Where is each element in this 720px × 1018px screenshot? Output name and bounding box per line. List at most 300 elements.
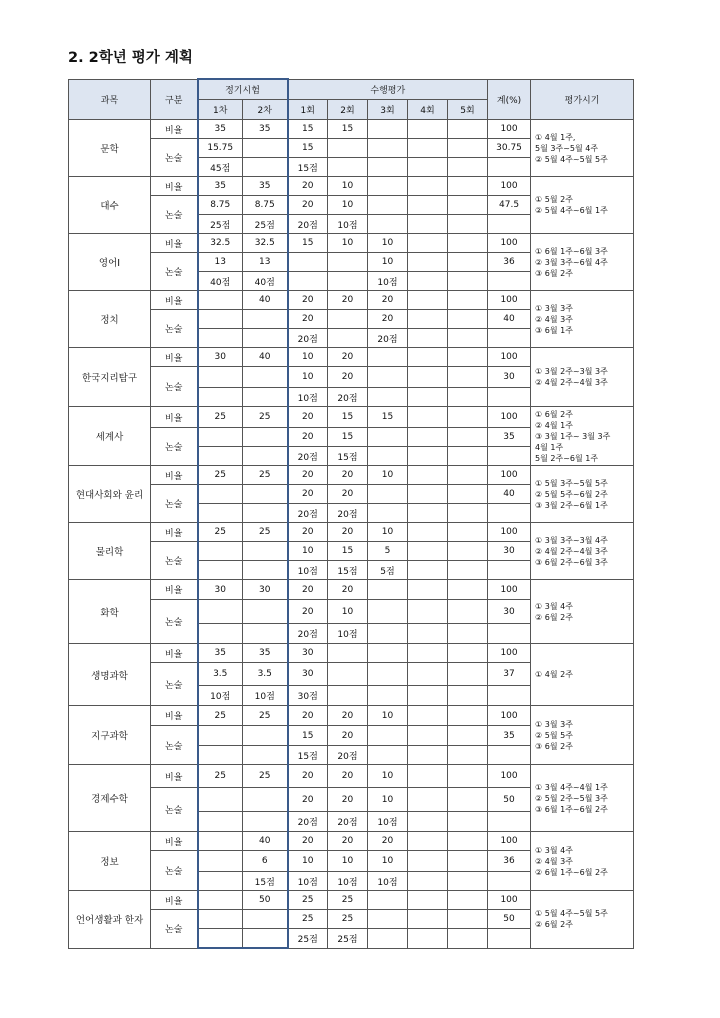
score-cell: 50 <box>243 891 288 910</box>
page-title: 2. 2학년 평가 계획 <box>68 50 193 66</box>
score-cell <box>243 746 288 765</box>
score-cell <box>243 139 288 158</box>
timing-line: 5월 2주~6월 1주 <box>535 453 599 463</box>
score-cell: 13 <box>198 253 243 272</box>
score-cell: 40 <box>243 291 288 310</box>
timing-line: ② 5월 5주 <box>535 730 573 740</box>
score-cell <box>198 310 243 329</box>
timing-line: ① 5월 3주~5월 5주 <box>535 478 608 488</box>
score-cell: 10점 <box>368 272 408 291</box>
timing-line: ① 3월 3주~3월 4주 <box>535 535 608 545</box>
score-cell <box>368 929 408 949</box>
score-cell <box>408 561 448 580</box>
header-regular-exam: 정기시험 <box>198 79 288 100</box>
score-cell <box>368 485 408 504</box>
score-cell: 20점 <box>288 624 328 644</box>
score-cell: 20 <box>328 523 368 542</box>
timing-line: ① 5월 2주 <box>535 195 573 204</box>
header-subject: 과목 <box>69 79 151 120</box>
score-cell: 25 <box>243 407 288 428</box>
score-cell <box>368 158 408 177</box>
score-cell: 20 <box>288 788 328 812</box>
score-cell <box>368 580 408 600</box>
score-cell <box>448 504 488 523</box>
score-cell <box>408 812 448 832</box>
category-label: 비율 <box>151 466 198 485</box>
header-performance-assessment: 수행평가 <box>288 79 488 100</box>
subject-name: 세계사 <box>69 407 151 466</box>
header-perf-5: 5회 <box>448 100 488 120</box>
score-cell: 35 <box>243 177 288 196</box>
score-cell: 35 <box>243 644 288 663</box>
score-cell <box>198 910 243 929</box>
score-cell: 15점 <box>288 158 328 177</box>
score-cell: 13 <box>243 253 288 272</box>
score-cell <box>328 310 368 329</box>
category-label: 비율 <box>151 765 198 788</box>
score-cell <box>368 686 408 706</box>
score-cell <box>198 367 243 388</box>
score-cell <box>448 447 488 466</box>
score-cell: 20 <box>288 196 328 215</box>
timing-line: ② 3월 3주~6월 4주 <box>535 257 608 267</box>
total-cell: 100 <box>488 234 531 253</box>
score-cell <box>198 832 243 851</box>
timing-line: ② 6월 2주 <box>535 612 573 622</box>
subject-name: 한국지리탐구 <box>69 348 151 407</box>
score-cell: 15 <box>288 139 328 158</box>
score-cell <box>408 644 448 663</box>
timing-line: ③ 6월 1주~6월 2주 <box>535 804 608 814</box>
score-cell: 25 <box>288 891 328 910</box>
score-cell: 10 <box>368 706 408 726</box>
category-label: 논술 <box>151 726 198 765</box>
score-cell: 20점 <box>288 215 328 234</box>
total-cell: 40 <box>488 485 531 504</box>
score-cell <box>198 388 243 407</box>
score-cell <box>448 788 488 812</box>
timing-line: ② 5월 4주~6월 1주 <box>535 206 608 215</box>
total-cell <box>488 388 531 407</box>
category-label: 논술 <box>151 910 198 949</box>
score-cell: 10 <box>328 196 368 215</box>
total-cell <box>488 215 531 234</box>
subject-name: 현대사회와 윤리 <box>69 466 151 523</box>
score-cell: 20 <box>288 580 328 600</box>
score-cell <box>448 158 488 177</box>
score-cell <box>368 367 408 388</box>
score-cell: 20점 <box>288 329 328 348</box>
total-cell: 30 <box>488 542 531 561</box>
score-cell <box>448 706 488 726</box>
score-cell <box>198 891 243 910</box>
timing-line: ① 3월 2주~3월 3주 <box>535 367 608 376</box>
category-label: 논술 <box>151 663 198 706</box>
score-cell: 10 <box>288 542 328 561</box>
score-cell <box>328 329 368 348</box>
score-cell <box>408 872 448 891</box>
timing-cell <box>531 765 634 832</box>
score-cell <box>408 765 448 788</box>
timing-line: ② 4월 2주~4월 3주 <box>535 378 608 387</box>
score-cell: 20 <box>328 466 368 485</box>
table-row <box>69 832 634 851</box>
score-cell <box>243 158 288 177</box>
score-cell <box>368 139 408 158</box>
score-cell <box>368 644 408 663</box>
timing-line: ② 5월 2주~5월 3주 <box>535 793 608 803</box>
score-cell: 10점 <box>328 215 368 234</box>
score-cell: 40 <box>243 348 288 367</box>
score-cell: 8.75 <box>243 196 288 215</box>
score-cell <box>408 291 448 310</box>
subject-name: 영어Ⅰ <box>69 234 151 291</box>
score-cell <box>368 428 408 447</box>
timing-cell <box>531 891 634 949</box>
score-cell <box>448 428 488 447</box>
score-cell <box>408 851 448 872</box>
score-cell <box>448 765 488 788</box>
timing-line: ② 4월 1주 <box>535 420 573 430</box>
category-label: 비율 <box>151 407 198 428</box>
total-cell <box>488 561 531 580</box>
timing-line: ② 5월 5주~6월 2주 <box>535 489 608 499</box>
total-cell: 100 <box>488 644 531 663</box>
score-cell: 10점 <box>198 686 243 706</box>
score-cell <box>448 851 488 872</box>
score-cell <box>448 663 488 686</box>
timing-line: ① 6월 1주~6월 3주 <box>535 246 608 256</box>
score-cell: 20점 <box>328 812 368 832</box>
score-cell <box>408 706 448 726</box>
score-cell <box>198 561 243 580</box>
total-cell: 35 <box>488 428 531 447</box>
table-row <box>69 177 634 196</box>
score-cell <box>408 910 448 929</box>
score-cell <box>448 120 488 139</box>
score-cell: 15 <box>288 234 328 253</box>
total-cell <box>488 272 531 291</box>
score-cell: 25점 <box>243 215 288 234</box>
score-cell <box>243 910 288 929</box>
timing-line: ② 4월 2주~4월 3주 <box>535 546 608 556</box>
score-cell <box>408 253 448 272</box>
score-cell <box>368 663 408 686</box>
category-label: 논술 <box>151 788 198 832</box>
evaluation-plan-table <box>68 78 634 949</box>
score-cell <box>198 291 243 310</box>
score-cell: 20 <box>288 832 328 851</box>
score-cell <box>198 428 243 447</box>
score-cell: 6 <box>243 851 288 872</box>
score-cell <box>243 428 288 447</box>
score-cell <box>328 644 368 663</box>
score-cell: 20 <box>328 832 368 851</box>
score-cell: 25 <box>198 523 243 542</box>
timing-cell <box>531 523 634 580</box>
score-cell: 20점 <box>328 388 368 407</box>
score-cell: 10점 <box>328 872 368 891</box>
score-cell <box>448 367 488 388</box>
score-cell <box>243 504 288 523</box>
score-cell <box>243 447 288 466</box>
score-cell <box>448 177 488 196</box>
score-cell: 10 <box>368 234 408 253</box>
score-cell: 3.5 <box>243 663 288 686</box>
score-cell: 45점 <box>198 158 243 177</box>
score-cell: 20 <box>328 726 368 746</box>
score-cell <box>243 788 288 812</box>
score-cell: 20 <box>288 600 328 624</box>
score-cell: 25 <box>243 523 288 542</box>
score-cell: 30점 <box>288 686 328 706</box>
score-cell <box>243 812 288 832</box>
header-perf-3: 3회 <box>368 100 408 120</box>
score-cell <box>328 272 368 291</box>
score-cell <box>368 624 408 644</box>
score-cell <box>198 624 243 644</box>
category-label: 비율 <box>151 348 198 367</box>
header-perf-2: 2회 <box>328 100 368 120</box>
score-cell <box>448 812 488 832</box>
score-cell <box>288 272 328 291</box>
table-row <box>69 891 634 910</box>
total-cell <box>488 812 531 832</box>
score-cell <box>198 746 243 765</box>
score-cell <box>408 686 448 706</box>
subject-name: 지구과학 <box>69 706 151 765</box>
score-cell <box>243 600 288 624</box>
score-cell <box>328 253 368 272</box>
score-cell <box>198 504 243 523</box>
timing-line: ③ 3월 1주~ 3월 3주 <box>535 431 611 441</box>
score-cell: 15 <box>328 428 368 447</box>
score-cell: 32.5 <box>243 234 288 253</box>
score-cell <box>408 523 448 542</box>
score-cell <box>408 388 448 407</box>
score-cell <box>408 466 448 485</box>
score-cell <box>198 329 243 348</box>
score-cell <box>198 485 243 504</box>
table-row <box>69 644 634 663</box>
score-cell: 25 <box>198 706 243 726</box>
score-cell: 20점 <box>368 329 408 348</box>
table-row <box>69 706 634 726</box>
score-cell <box>448 388 488 407</box>
score-cell: 10 <box>288 367 328 388</box>
score-cell <box>408 485 448 504</box>
total-cell <box>488 329 531 348</box>
total-cell: 100 <box>488 706 531 726</box>
score-cell: 20 <box>328 485 368 504</box>
score-cell <box>198 812 243 832</box>
score-cell: 32.5 <box>198 234 243 253</box>
score-cell <box>198 872 243 891</box>
score-cell <box>448 872 488 891</box>
category-label: 비율 <box>151 177 198 196</box>
total-cell: 100 <box>488 832 531 851</box>
score-cell: 20점 <box>328 746 368 765</box>
total-cell: 100 <box>488 466 531 485</box>
score-cell <box>448 215 488 234</box>
score-cell: 15 <box>328 542 368 561</box>
score-cell <box>448 139 488 158</box>
score-cell <box>288 253 328 272</box>
timing-cell <box>531 291 634 348</box>
score-cell: 35 <box>243 120 288 139</box>
score-cell <box>448 523 488 542</box>
score-cell: 15 <box>368 407 408 428</box>
score-cell <box>408 580 448 600</box>
total-cell: 100 <box>488 407 531 428</box>
score-cell: 10 <box>368 851 408 872</box>
score-cell: 20 <box>368 832 408 851</box>
score-cell: 10 <box>368 466 408 485</box>
score-cell: 10 <box>328 177 368 196</box>
total-cell <box>488 504 531 523</box>
category-label: 논술 <box>151 485 198 523</box>
score-cell <box>408 272 448 291</box>
score-cell: 25 <box>328 910 368 929</box>
header-category: 구분 <box>151 79 198 120</box>
table-row <box>69 765 634 788</box>
header-exam-2: 2차 <box>243 100 288 120</box>
timing-line: ① 4월 1주, <box>535 132 576 142</box>
score-cell <box>368 910 408 929</box>
score-cell <box>368 600 408 624</box>
score-cell <box>408 329 448 348</box>
score-cell: 10점 <box>328 624 368 644</box>
score-cell <box>368 120 408 139</box>
score-cell: 10점 <box>288 388 328 407</box>
score-cell <box>448 196 488 215</box>
total-cell <box>488 447 531 466</box>
score-cell <box>448 686 488 706</box>
total-cell: 100 <box>488 765 531 788</box>
score-cell: 15 <box>328 120 368 139</box>
timing-line: ① 3월 4주 <box>535 601 573 611</box>
timing-line: ① 3월 4주 <box>535 845 573 855</box>
timing-line: ① 4월 2주 <box>535 670 573 679</box>
score-cell: 20 <box>288 428 328 447</box>
score-cell <box>368 388 408 407</box>
score-cell <box>328 686 368 706</box>
table-row <box>69 348 634 367</box>
score-cell: 15 <box>288 726 328 746</box>
total-cell: 100 <box>488 580 531 600</box>
score-cell: 20 <box>328 788 368 812</box>
score-cell: 10 <box>288 851 328 872</box>
score-cell: 30 <box>198 348 243 367</box>
subject-name: 정보 <box>69 832 151 891</box>
score-cell: 40점 <box>243 272 288 291</box>
score-cell <box>408 348 448 367</box>
table-row <box>69 466 634 485</box>
score-cell <box>408 788 448 812</box>
score-cell: 5점 <box>368 561 408 580</box>
score-cell: 25 <box>198 765 243 788</box>
total-cell: 100 <box>488 891 531 910</box>
score-cell: 15점 <box>328 561 368 580</box>
category-label: 논술 <box>151 139 198 177</box>
table-row <box>69 407 634 428</box>
score-cell: 3.5 <box>198 663 243 686</box>
score-cell: 40점 <box>198 272 243 291</box>
total-cell: 30 <box>488 367 531 388</box>
score-cell <box>448 929 488 949</box>
header-perf-4: 4회 <box>408 100 448 120</box>
score-cell: 20점 <box>288 447 328 466</box>
timing-line: ① 3월 3주 <box>535 303 573 313</box>
score-cell: 20 <box>288 466 328 485</box>
score-cell <box>448 234 488 253</box>
score-cell: 10 <box>328 851 368 872</box>
category-label: 비율 <box>151 580 198 600</box>
table-row <box>69 523 634 542</box>
score-cell: 25 <box>198 407 243 428</box>
score-cell: 20 <box>288 523 328 542</box>
total-cell: 100 <box>488 523 531 542</box>
score-cell <box>198 929 243 949</box>
score-cell: 20 <box>288 765 328 788</box>
score-cell: 25점 <box>288 929 328 949</box>
score-cell <box>243 310 288 329</box>
score-cell <box>243 388 288 407</box>
timing-cell <box>531 466 634 523</box>
score-cell <box>448 466 488 485</box>
header-exam-1: 1차 <box>198 100 243 120</box>
score-cell <box>243 485 288 504</box>
score-cell <box>448 272 488 291</box>
timing-cell <box>531 580 634 644</box>
timing-cell <box>531 644 634 706</box>
score-cell <box>408 542 448 561</box>
score-cell: 25점 <box>198 215 243 234</box>
score-cell: 30 <box>288 663 328 686</box>
total-cell: 36 <box>488 851 531 872</box>
total-cell <box>488 158 531 177</box>
score-cell: 35 <box>198 177 243 196</box>
total-cell: 100 <box>488 177 531 196</box>
total-cell: 30.75 <box>488 139 531 158</box>
score-cell <box>448 580 488 600</box>
subject-name: 문학 <box>69 120 151 177</box>
score-cell <box>448 910 488 929</box>
timing-cell <box>531 120 634 177</box>
score-cell <box>243 329 288 348</box>
score-cell <box>448 310 488 329</box>
timing-cell <box>531 832 634 891</box>
timing-line: ③ 6월 2주 <box>535 268 573 278</box>
total-cell <box>488 872 531 891</box>
score-cell <box>448 746 488 765</box>
total-cell: 100 <box>488 291 531 310</box>
score-cell <box>368 348 408 367</box>
score-cell: 15점 <box>328 447 368 466</box>
score-cell <box>408 428 448 447</box>
timing-line: ③ 6월 2주 <box>535 741 573 751</box>
score-cell: 30 <box>198 580 243 600</box>
score-cell <box>448 291 488 310</box>
total-cell <box>488 929 531 949</box>
score-cell: 20점 <box>288 812 328 832</box>
score-cell: 25 <box>243 466 288 485</box>
subject-name: 화학 <box>69 580 151 644</box>
score-cell <box>448 485 488 504</box>
score-cell: 40 <box>243 832 288 851</box>
score-cell <box>448 407 488 428</box>
score-cell: 20 <box>288 291 328 310</box>
